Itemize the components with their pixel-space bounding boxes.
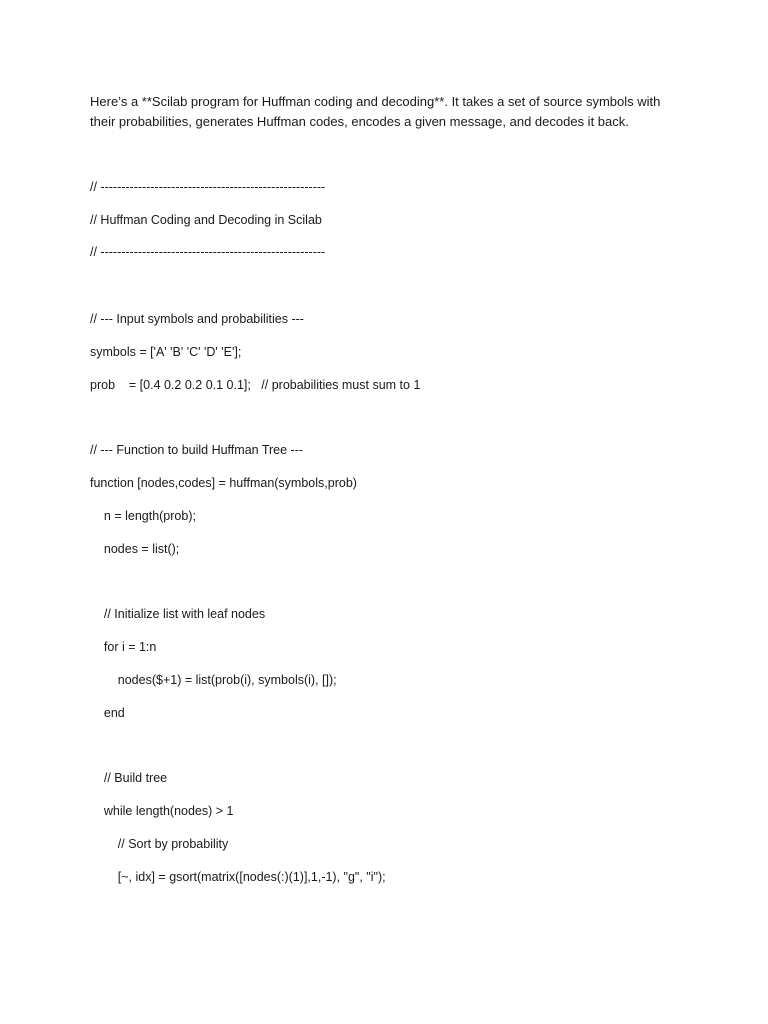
code-line: // Initialize list with leaf nodes [90, 607, 266, 621]
code-line: symbols = ['A' 'B' 'C' 'D' 'E']; [90, 345, 242, 359]
code-line: // Huffman Coding and Decoding in Scilab [90, 213, 322, 227]
code-line: nodes($+1) = list(prob(i), symbols(i), []); [90, 673, 337, 687]
intro-line-2: their probabilities, generates Huffman codes, encodes a given message, and decodes it back. [90, 114, 629, 129]
code-line: n = length(prob); [90, 509, 196, 523]
code-line: for i = 1:n [90, 640, 157, 654]
code-line: // --- Function to build Huffman Tree --- [90, 443, 304, 457]
intro-line-1: Here’s a **Scilab program for Huffman coding and decoding**. It takes a set of source symbols with [90, 94, 661, 109]
code-line: // ------------------------------------------------------ [90, 245, 326, 259]
code-line: nodes = list(); [90, 542, 180, 556]
code-line: end [90, 706, 125, 720]
code-line: function [nodes,codes] = huffman(symbols,prob) [90, 476, 357, 490]
code-line: // Sort by probability [90, 837, 229, 851]
code-line: [~, idx] = gsort(matrix([nodes(:)(1)],1,-1), "g", "i"); [90, 870, 386, 884]
intro-paragraph [90, 92, 690, 132]
code-line: // Build tree [90, 771, 168, 785]
code-line: // --- Input symbols and probabilities --- [90, 312, 304, 326]
code-line: prob = [0.4 0.2 0.2 0.1 0.1]; // probabilities must sum to 1 [90, 378, 421, 392]
code-line: while length(nodes) > 1 [90, 804, 234, 818]
code-line: // ------------------------------------------------------ [90, 180, 326, 194]
